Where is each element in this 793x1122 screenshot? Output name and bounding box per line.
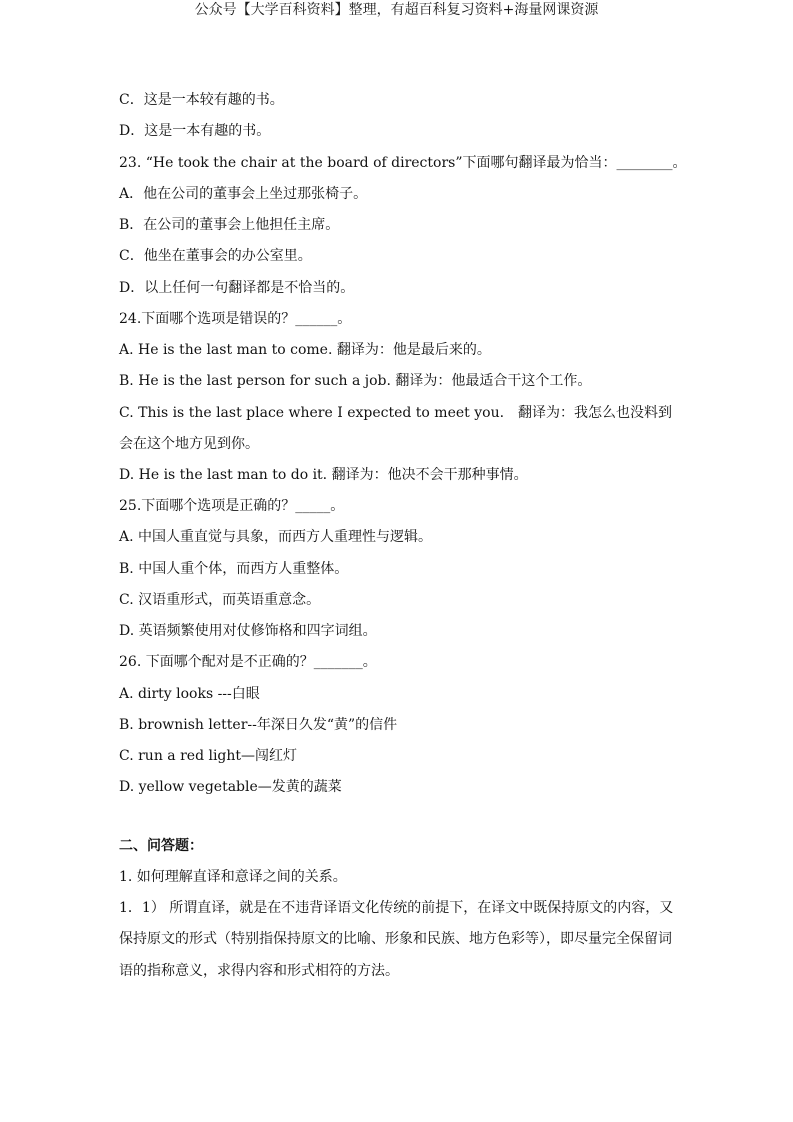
- q24-option-c: C. This is the last place where I expected to meet you. 翻译为：我怎么也没料到会在这个地方见到你。: [119, 404, 673, 452]
- q22-option-d: D．这是一本有趣的书。: [119, 123, 271, 140]
- q26-option-d: D. yellow vegetable—发黄的蔬菜: [119, 779, 342, 796]
- q25-option-b: B. 中国人重个体，而西方人重整体。: [119, 560, 349, 577]
- q23-option-d: D．以上任何一句翻译都是不恰当的。: [119, 279, 355, 296]
- q23-option-a: A．他在公司的董事会上坐过那张椅子。: [119, 185, 368, 202]
- document-body: [119, 88, 687, 990]
- q25-option-c: C. 汉语重形式，而英语重意念。: [119, 591, 321, 608]
- q24-stem: 24.下面哪个选项是错误的？______。: [119, 310, 352, 327]
- q23-option-c: C．他坐在董事会的办公室里。: [119, 248, 312, 265]
- q24-option-b: B. He is the last person for such a job. 翻译为：他最适合干这个工作。: [119, 373, 592, 390]
- q25-stem: 25.下面哪个选项是正确的？_____。: [119, 498, 345, 515]
- q25-option-a: A. 中国人重直觉与具象，而西方人重理性与逻辑。: [119, 529, 433, 546]
- essay-answer: 1．1） 所谓直译，就是在不违背译语文化传统的前提下，在译文中既保持原文的内容，又保持原文的形式（特别指保持原文的比喻、形象和民族、地方色彩等），即尽量完全保留词语的指称意义，求得内容和形式相符的方法。: [119, 900, 674, 979]
- q25-option-d: D. 英语频繁使用对仗修饰格和四字词组。: [119, 623, 377, 640]
- q26-stem: 26. 下面哪个配对是不正确的？_______。: [119, 654, 377, 671]
- q26-option-c: C. run a red light—闯红灯: [119, 748, 298, 765]
- section-title: 二、问答题：: [119, 837, 203, 854]
- page-header: 公众号【大学百科资料】整理，有超百科复习资料+海量网课资源: [194, 2, 599, 18]
- q23-stem: 23. “He took the chair at the board of directors”下面哪句翻译最为恰当：________。: [119, 154, 687, 171]
- essay-question: 1. 如何理解直译和意译之间的关系。: [119, 868, 347, 885]
- q26-option-b: B. brownish letter--年深日久发“黄”的信件: [119, 716, 398, 733]
- q24-option-d: D. He is the last man to do it. 翻译为：他决不会干那种事情。: [119, 466, 528, 483]
- q26-option-a: A. dirty looks ---白眼: [119, 685, 260, 702]
- section-spacer: [119, 807, 679, 834]
- q24-option-a: A. He is the last man to come. 翻译为：他是最后来的。: [119, 342, 491, 358]
- q23-option-b: B．在公司的董事会上他担任主席。: [119, 217, 340, 233]
- q22-option-c: C．这是一本较有趣的书。: [119, 92, 284, 108]
